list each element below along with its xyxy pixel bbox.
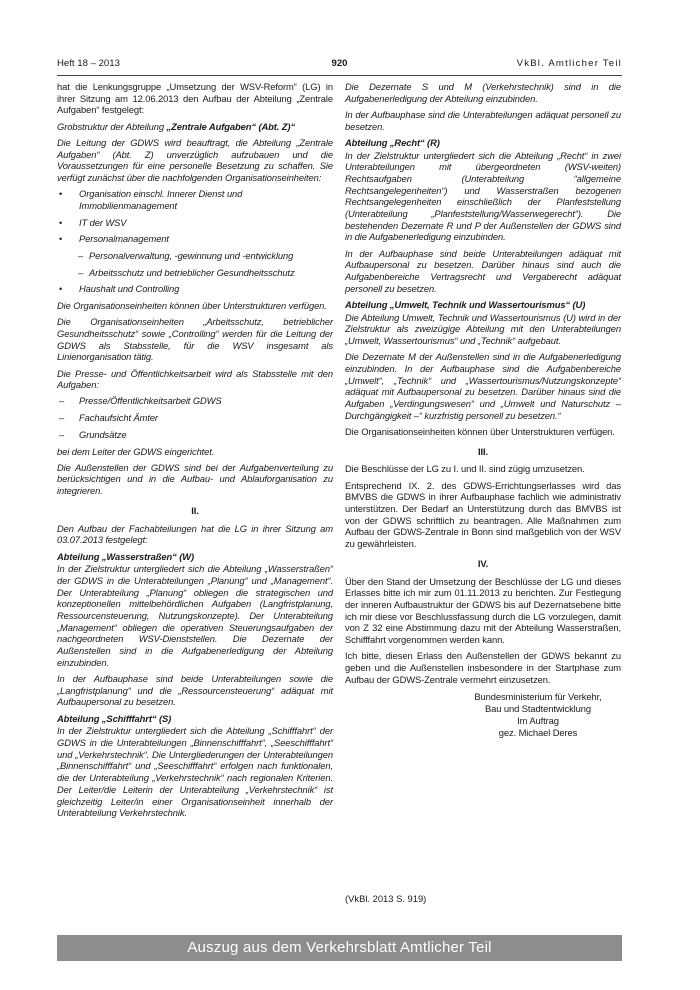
paragraph: Ich bitte, diesen Erlass den Außenstellen der GDWS bekannt zu geben und die Außenstellen insbesondere in der Startphase zum Aufbau der GDWS-Zentrale vermehrt einzusetzen. <box>345 650 621 685</box>
paragraph: Den Aufbau der Fachabteilungen hat die LG in ihrer Sitzung am 03.07.2013 festgelegt: <box>57 522 333 546</box>
list-item: – Grundsätze <box>57 429 333 441</box>
signature-block <box>455 691 621 739</box>
paragraph: Die Beschlüsse der LG zu I. und II. sind zügig umzusetzen. <box>345 463 585 475</box>
reference-note: (VkBl. 2013 S. 919) <box>345 893 427 904</box>
list-item: • Haushalt und Controlling <box>57 283 333 295</box>
section-heading-iii: III. <box>477 445 489 457</box>
journal-title: VkBl. Amtlicher Teil <box>516 58 622 69</box>
signature-line: gez. Michael Deres <box>498 727 578 739</box>
page-number: 920 <box>331 58 348 69</box>
paragraph: Die Presse- und Öffentlichkeitsarbeit wird als Stabsstelle mit den Aufgaben: <box>57 367 333 391</box>
paragraph: In der Aufbauphase sind die Unterabteilungen adäquat personell zu besetzen. <box>345 108 621 132</box>
signature-line: Bau und Stadtentwicklung <box>484 703 591 715</box>
list-subitem: – Arbeitsschutz und betrieblicher Gesundheitsschutz <box>57 267 333 279</box>
paragraph: Die Dezernate S und M (Verkehrstechnik) sind in die Aufgabenerledigung der Abteilung einzubinden. <box>345 81 621 104</box>
issue-label: Heft 18 – 2013 <box>57 58 120 69</box>
list-item: • IT der WSV <box>57 217 333 229</box>
signature-line: Im Auftrag <box>517 715 559 727</box>
heading-umwelt: Abteilung „Umwelt, Technik und Wassertourismus“ (U) <box>345 298 586 310</box>
heading-wasserstrassen: Abteilung „Wasserstraßen“ (W) <box>57 550 195 562</box>
intro-paragraph: hat die Lenkungsgruppe „Umsetzung der WSV-Reform“ (LG) in ihrer Sitzung am 12.06.2013 den Aufbau der Abteilung „Zentrale Aufgaben“ festgelegt: <box>57 81 333 116</box>
paragraph: Die Leitung der GDWS wird beauftragt, die Abteilung „Zentrale Aufgaben“ (Abt. Z) unverzüglich aufzubauen und die Voraussetzungen für eine personelle Besetzung zu schaffen. Sie verfügt zunächst über die nachfolgenden Organisationseinheiten: <box>57 136 333 183</box>
org-units-list <box>57 188 333 295</box>
paragraph: Die Organisationseinheiten können über Unterstrukturen verfügen. <box>345 425 615 437</box>
left-column <box>57 81 333 823</box>
paragraph: Die Dezernate M der Außenstellen sind in die Aufgabenerledigung einzubinden. In der Aufbauphase sind die Aufgabenbereiche „Umwelt“, „Technik“ und „Wassertourismus/Nutzungskonzepte“ adäquat mit Aufbaupersonal zu besetzen. Darüber hinaus sind die Aufgaben „Verdingungswesen“ und „Umwelt und Naturschutz – Durchgängigkeit –“ kurzfristig personell zu besetzen.“ <box>345 351 621 421</box>
paragraph: In der Aufbauphase sind beide Unterabteilungen adäquat mit Aufbaupersonal zu besetzen. Darüber hinaus sind auch die Aufgabenbereiche Vertragsrecht und Vergaberecht adäquat personell zu besetzen. <box>345 247 621 294</box>
paragraph: Die Außenstellen der GDWS sind bei der Aufgabenverteilung zu berücksichtigen und in die Aufbau- und Ablauforganisation zu integrieren. <box>57 461 333 497</box>
header-rule <box>57 75 622 76</box>
paragraph: In der Zielstruktur untergliedert sich die Abteilung „Wasserstraßen“ der GDWS in die Unterabteilungen „Planung“ und „Management“. Der Unterabteilung „Planung“ obliegen die strategischen und konzeptionellen mittelbehördlichen Aufgaben (Langfristplanung, Ressourcensteuerung, Nutzungskonzepte). Der Unterabteilung „Management“ obliegen die operativen Steuerungsaufgaben der nachgeordneten WSV-Dienststellen. Die Dezernate der Außenstellen sind in die Aufgabenerledigung der Abteilung einzubinden. <box>57 563 333 668</box>
paragraph: In der Zielstruktur untergliedert sich die Abteilung „Schifffahrt“ der GDWS in die Unterabteilungen „Binnenschifffahrt“, „Seeschifffahrt“ und „Verkehrstechnik“. Die Untergliederungen der Unterabteilungen „Binnenschifffahrt“ und „Seeschifffahrt“ erfolgen nach funktionalen, die der Unterabteilung „Verkehrstechnik“ nach regionalen Kriterien. Der Leiter/die Leiterin der Unterabteilung „Verkehrstechnik“ ist gleichzeitig Leiter/in einer Organisationseinheit innerhalb der Unterabteilung Verkehrstechnik. <box>57 725 333 819</box>
list-item: – Fachaufsicht Ämter <box>57 412 333 424</box>
page-header <box>57 56 622 72</box>
paragraph: Die Abteilung Umwelt, Technik und Wassertourismus (U) wird in der Zielstruktur als zweizügige Abteilung mit den Unterabteilungen „Umwelt, Wassertourismus“ und „Technik“ aufgebaut. <box>345 311 621 347</box>
section-heading-iv: IV. <box>477 557 489 569</box>
heading-recht: Abteilung „Recht“ (R) <box>345 136 440 148</box>
footer-banner: Auszug aus dem Verkehrsblatt Amtlicher Teil <box>57 935 622 961</box>
paragraph: Entsprechend IX. 2. des GDWS-Errichtungserlasses wird das BMVBS die GDWS in ihrer Aufbauphase fachlich wie administrativ unterstützen. Der Bedarf an Unterstützung durch das BMVBS ist von der GDWS schriftlich zu beantragen. Alle Maßnahmen zum Aufbau der GDWS-Zentrale in Bonn sind maßgeblich von der WSV zu gewährleisten. <box>345 479 621 550</box>
paragraph: In der Aufbauphase sind beide Unterabteilungen sowie die „Langfristplanung“ und die „Ressourcensteuerung“ adäquat mit Aufbaupersonal zu besetzen. <box>57 673 333 708</box>
section-heading-ii: II. <box>191 504 199 516</box>
paragraph: Die Organisationseinheiten „Arbeitsschutz, betrieblicher Gesundheitsschutz“ sowie „Controlling“ werden für die Leitung der GDWS als Stabsstelle, für die WSV insgesamt als Linienorganisation tätig. <box>57 316 333 363</box>
list-subitem: – Personalverwaltung, -gewinnung und -entwicklung <box>57 250 333 262</box>
right-column <box>345 81 621 739</box>
list-item: – Presse/Öffentlichkeitsarbeit GDWS <box>57 395 333 407</box>
list-item: • Personalmanagement <box>57 233 333 245</box>
signature-line: Bundesministerium für Verkehr, <box>474 691 602 703</box>
paragraph: bei dem Leiter der GDWS eingerichtet. <box>57 445 215 457</box>
paragraph: Die Organisationseinheiten können über Unterstrukturen verfügen. <box>57 300 327 312</box>
heading-schifffahrt: Abteilung „Schifffahrt“ (S) <box>57 712 172 724</box>
heading-zentrale-aufgaben: Grobstruktur der Abteilung „Zentrale Aufgaben“ (Abt. Z)“ <box>57 120 296 132</box>
press-tasks-list <box>57 395 333 440</box>
list-item: • Organisation einschl. Innerer Dienst und Immobilienmanagement <box>57 188 333 211</box>
paragraph: In der Zielstruktur untergliedert sich die Abteilung „Recht“ in zwei Unterabteilungen mit übergeordneten (WSV-weiten) Rechtsaufgaben (Unterabteilung “allgemeine Rechtsangelegenheiten“) und Wasserstraßen bezogenen Rechtsangelegenheiten einschließlich der Planfeststellung (Unterabteilung „Planfeststellung/Wasserwegerecht“). Die bestehenden Dezernate R und P der Außenstellen der GDWS sind in die Aufgabenerledigung einzubinden. <box>345 149 621 243</box>
paragraph: Über den Stand der Umsetzung der Beschlüsse der LG und dieses Erlasses bitte ich mir zum 01.11.2013 zu berichten. Zur Festlegung der inneren Aufbaustruktur der GDWS bis auf Dezernatsebene bitte ich mir diese vor Beschlussfassung durch die LG vorzulegen, damit von Z 32 eine Abstimmung dazu mit der Abteilung Wasserstraßen, Schifffahrt vorgenommen werden kann. <box>345 575 621 646</box>
